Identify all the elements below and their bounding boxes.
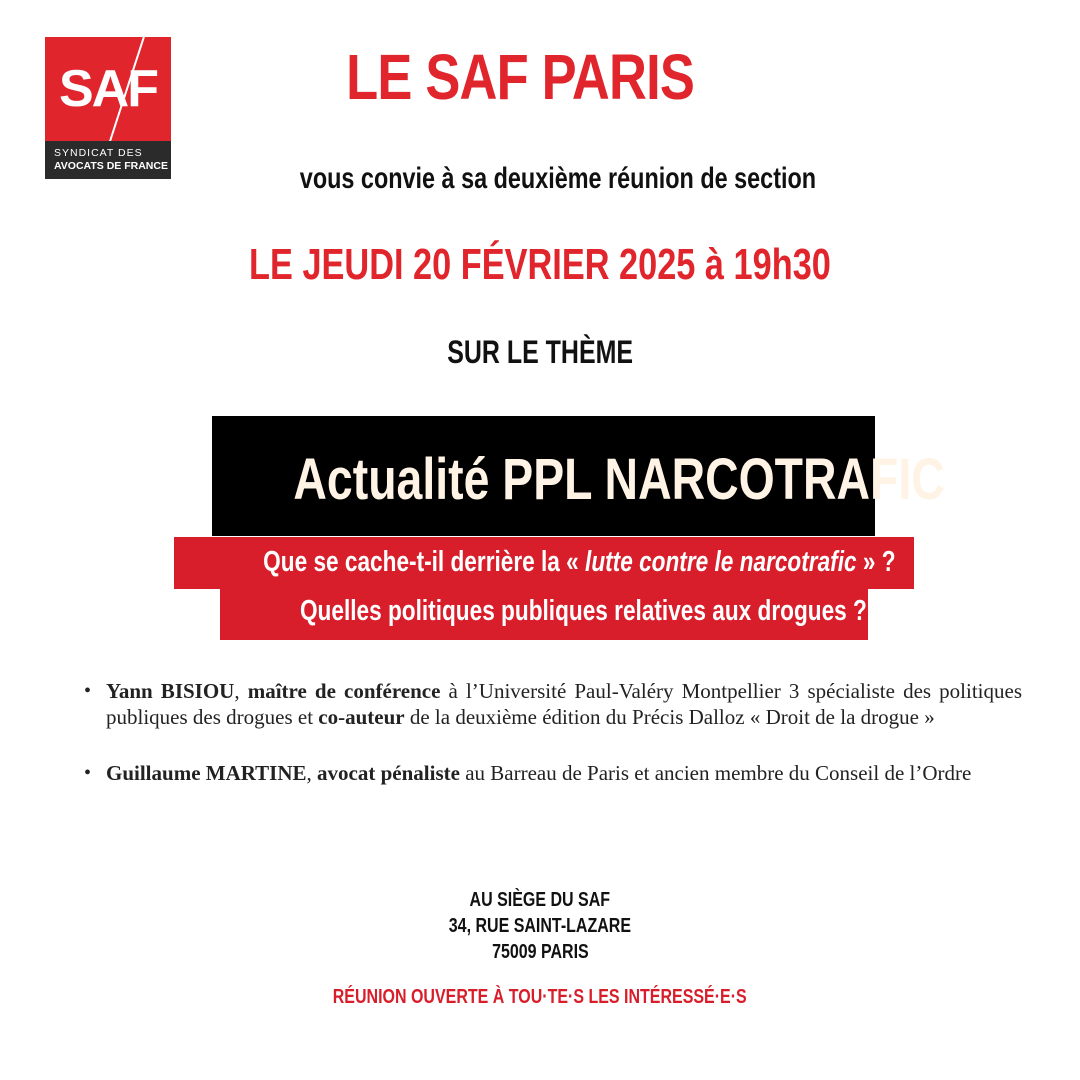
speaker-separator: , (234, 679, 248, 703)
page-title (0, 40, 1040, 114)
theme-label-text: SUR LE THÈME (447, 334, 633, 370)
topic-title: Actualité PPL NARCOTRAFIC (293, 447, 945, 512)
question-band-1 (174, 537, 914, 589)
address-line-1: AU SIÈGE DU SAF (469, 889, 611, 911)
logo-word: SAF (59, 60, 157, 118)
speaker-item-bisiou (82, 678, 1022, 730)
speaker-description: à l’Université Paul-Valéry Montpellier 3 spécialiste des politiques publiques des drogues et (106, 679, 1023, 729)
invitation-subtitle-text: vous convie à sa deuxième réunion de section (299, 162, 817, 195)
bullet-icon: • (84, 680, 92, 702)
bullet-icon: • (84, 762, 92, 784)
question-band-2 (220, 586, 868, 640)
event-date (0, 240, 1080, 290)
speaker-separator: , (306, 761, 318, 785)
invitation-subtitle (0, 162, 1080, 196)
question-1-italic: lutte contre le narcotrafic (585, 546, 857, 578)
question-1-end: » ? (856, 546, 896, 578)
speaker-description: au Barreau de Paris et ancien membre du Conseil de l’Ordre (459, 761, 972, 785)
page-title-text: LE SAF PARIS (346, 41, 694, 113)
venue-address (0, 888, 1080, 966)
address-line-3: 75009 PARIS (491, 941, 589, 963)
event-date-text: LE JEUDI 20 FÉVRIER 2025 à 19h30 (249, 240, 831, 289)
speaker-name: Guillaume MARTINE (106, 761, 307, 785)
theme-label (0, 334, 1080, 371)
logo-line-2: AVOCATS DE FRANCE (54, 160, 168, 172)
speaker-item-martine (82, 760, 1022, 786)
address-line-2: 34, RUE SAINT-LAZARE (448, 915, 632, 937)
speaker-coauthor: co-auteur (318, 705, 405, 729)
question-1-start: Que se cache-t-il derrière la « (263, 546, 586, 578)
open-meeting-note (0, 986, 1080, 1009)
speaker-name: Yann BISIOU (106, 679, 235, 703)
speaker-role: avocat pénaliste (317, 761, 460, 785)
speaker-role: maître de conférence (247, 679, 441, 703)
topic-title-box (212, 416, 945, 536)
open-meeting-text: RÉUNION OUVERTE À TOU·TE·S LES INTÉRESSÉ·E·S (333, 986, 747, 1008)
speaker-description-2: de la deuxième édition du Précis Dalloz « Droit de la drogue » (404, 705, 935, 729)
question-1 (263, 546, 895, 579)
logo-line-1: SYNDICAT DES (54, 147, 143, 159)
speaker-list (82, 678, 1022, 786)
question-2: Quelles politiques publiques relatives aux drogues ? (299, 595, 867, 627)
